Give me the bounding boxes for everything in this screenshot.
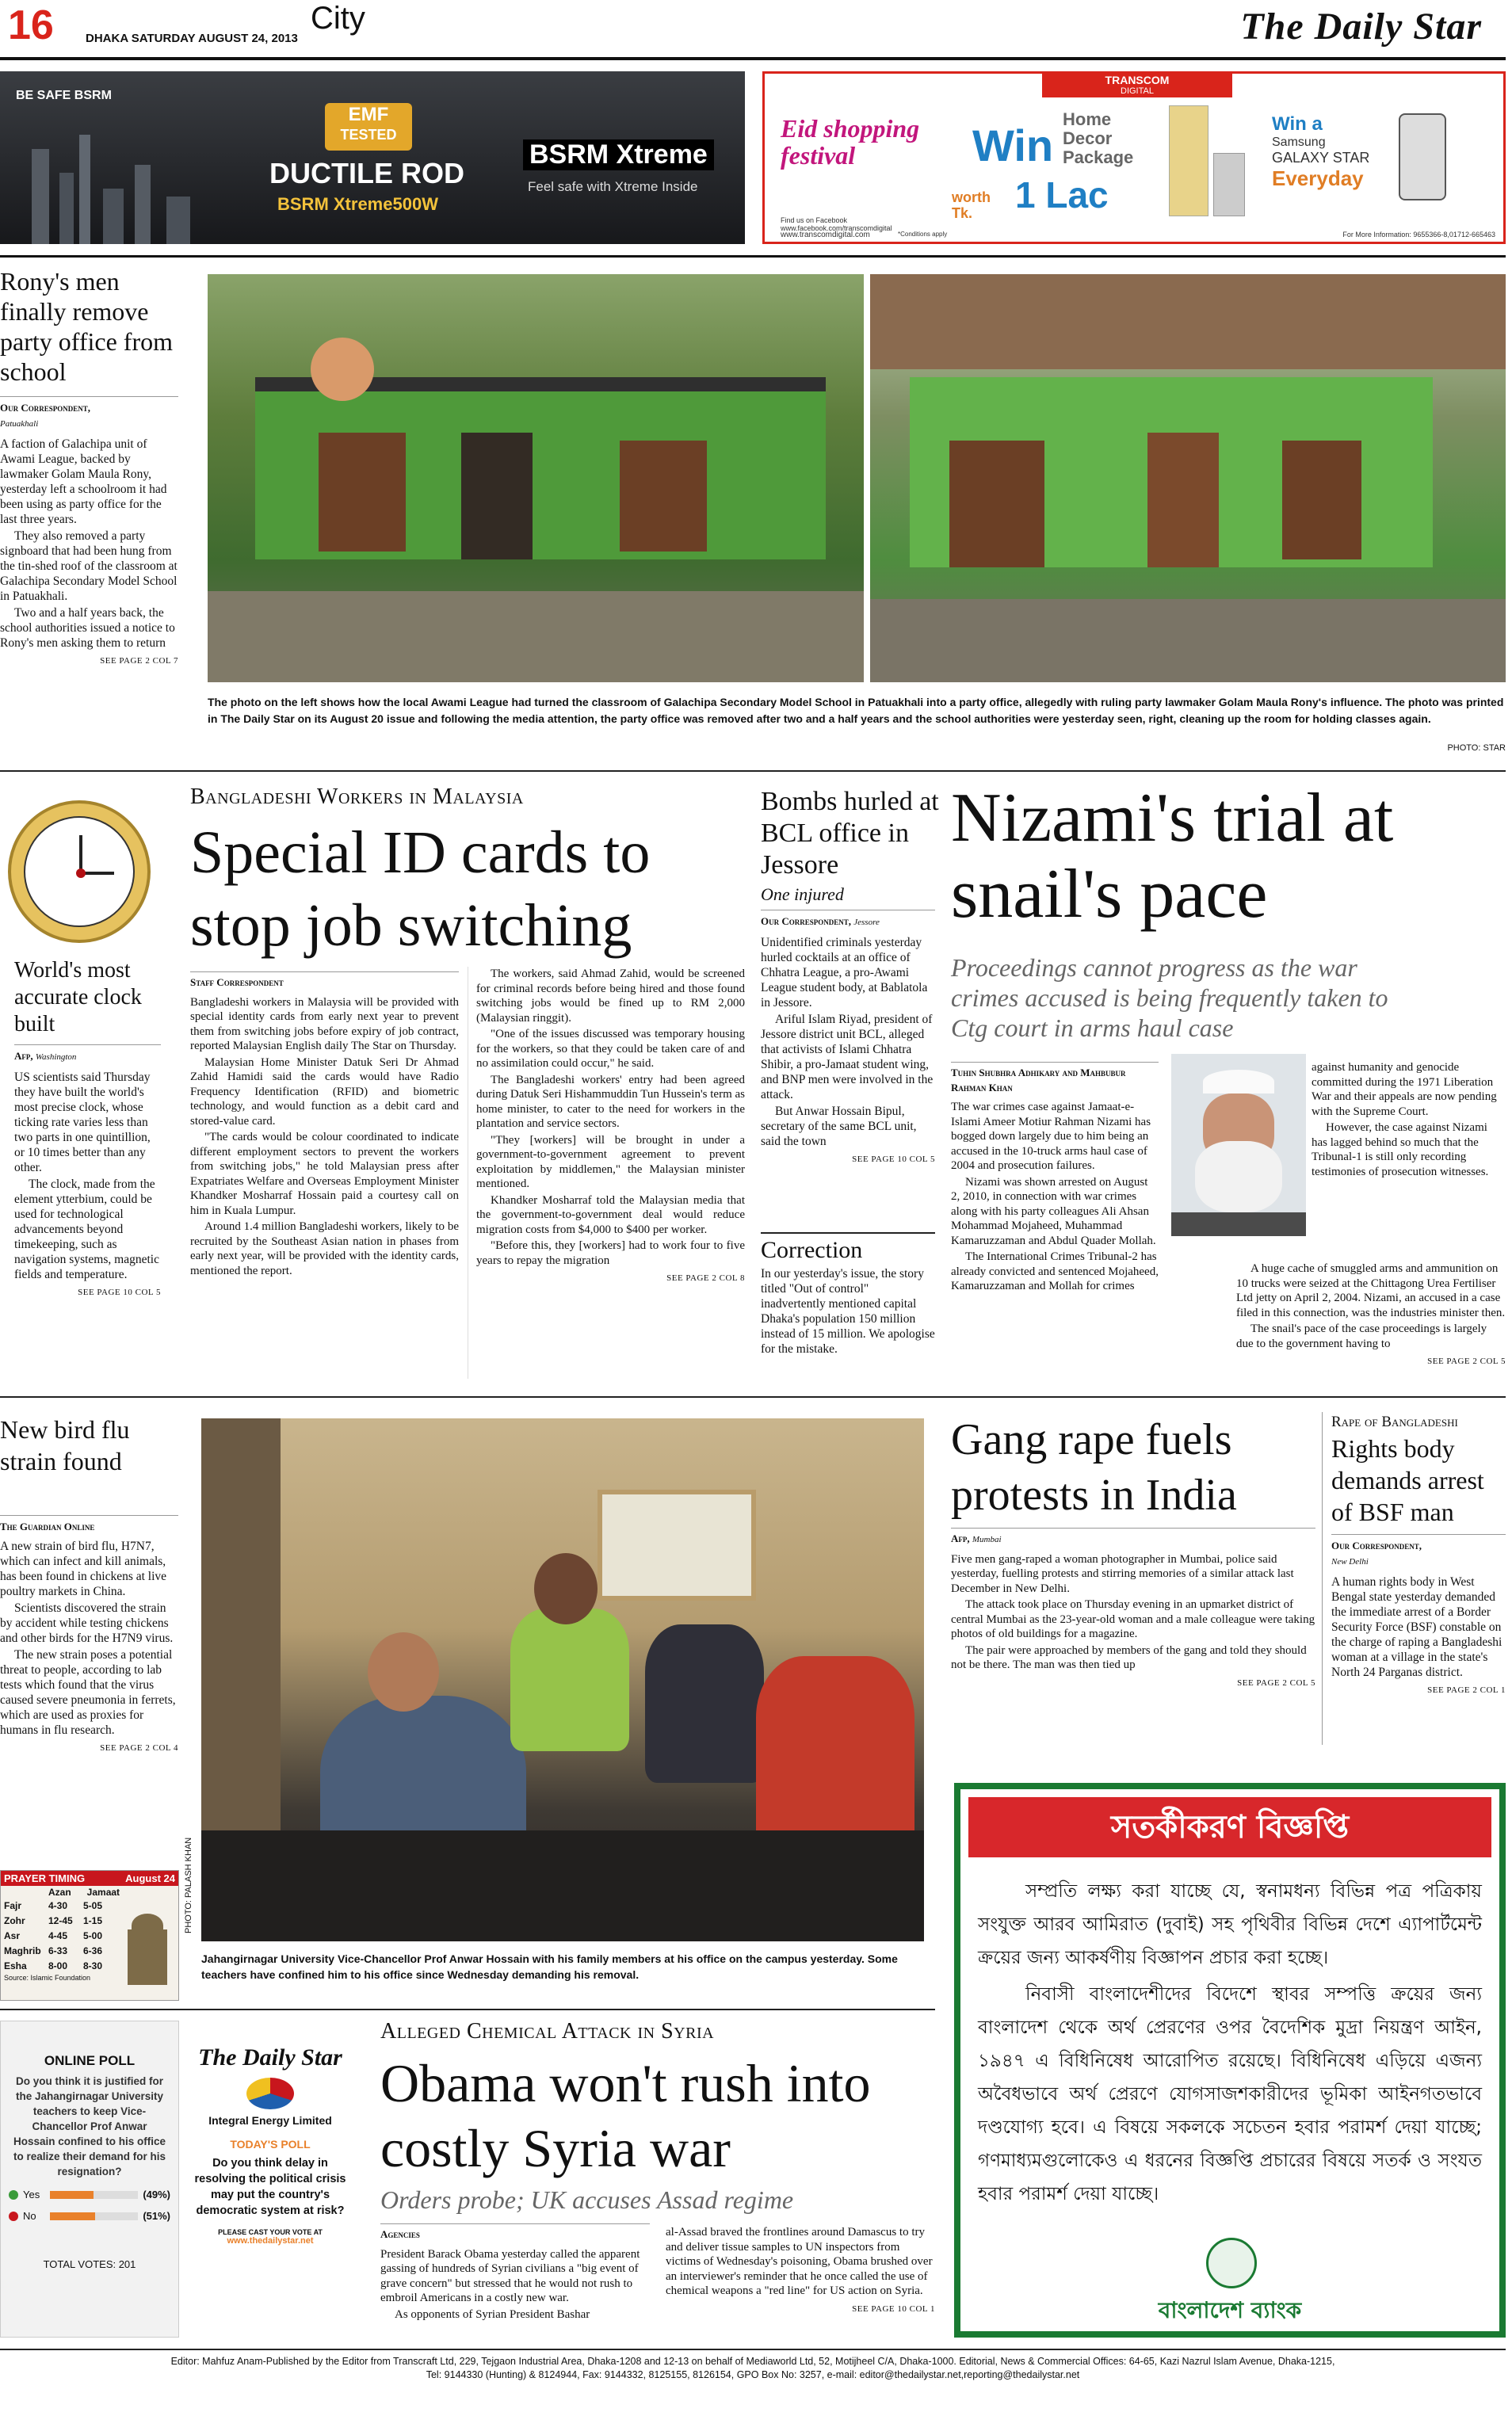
correction-headline: Correction (761, 1232, 935, 1264)
prayer-azan: 8-00 (48, 1960, 68, 1971)
birdflu-headline[interactable]: New bird flu strain found (0, 1415, 130, 1475)
syria-headline[interactable]: Obama won't rush into costly Syria war (380, 2053, 871, 2178)
prayer-box: PRAYER TIMING August 24 Azan Jamaat Fajr 4-30 5-05 Zohr 12-45 1-15 Asr 4-45 5-00 Maghrib 6-33 6-36 Esha 8-00 8-30 Source: Islamic Foundation (0, 1870, 179, 2001)
rony-story: Our Correspondent, Patuakhali A faction of Galachipa unit of Awami League, backed by lawmaker Golam Maula Rony, yesterday left a schoolroom it had been using as party office for the last three years. They also removed a party signboard that had been hung from the tin-shed roof of the classroom at Galachipa Secondary Model School in Patuakhali. Two and a half years back, the school authorities issued a notice to Rony's men asking them to return SEE PAGE 2 COL 7 (0, 391, 178, 669)
prayer-name: Asr (4, 1930, 21, 1941)
clock-headline[interactable]: World's most accurate clock built (14, 958, 142, 1036)
poll-title: ONLINE POLL (44, 2053, 136, 2068)
online-poll (0, 2021, 179, 2338)
prayer-jamaat: 8-30 (83, 1960, 103, 1971)
school-cleaned-photo (870, 274, 1506, 682)
rony-byline: Our Correspondent, (0, 402, 91, 414)
masthead (0, 0, 1512, 55)
notice-title: সতর্কীকরণ বিজ্ঞপ্তি (968, 1797, 1491, 1857)
ju-photo-credit: PHOTO: PALASH KHAN (184, 1837, 193, 1933)
bangladesh-bank-notice (954, 1783, 1506, 2338)
notice-body: সম্প্রতি লক্ষ্য করা যাচ্ছে যে, স্বনামধন্য বিভিন্ন পত্র পত্রিকায় সংযুক্ত আরব আমিরাত (দুবাই) সহ পৃথিবীর বিভিন্ন দেশে এ্যাপার্টমেন্ট ক্রয়ের জন্য আকর্ষণীয় বিজ্ঞাপন প্রচার করা হচ্ছে। নিবাসী বাংলাদেশীদের বিদেশে স্থাবর সম্পত্তি ক্রয়ের জন্য বাংলাদেশ থেকে অর্থ প্রেরণের ওপর বৈদেশিক মুদ্রা নিয়ন্ত্রণ আইন, ১৯৪৭ এ বিধিনিষেধ আরোপিত রয়েছে। বিধিনিষেধ এড়িয়ে এজন্য অবৈধভাবে অর্থ প্রেরণে যোগসাজশকারীদের ভূমিকা আইনগতভাবে দণ্ডযোগ্য হবে। এ বিষয়ে সকলকে সচেতন হবার পরামর্শ দেয়া যাচ্ছে; গণমাধ্যমগুলোকেও এ ধরনের বিজ্ঞপ্তি প্রচারের বিষয়ে সতর্ক ও সংযত হবার পরামর্শ দেয়া যাচ্ছে। (978, 1881, 1482, 2204)
transcom-info: For More Information: 9655366-8,01712-665463 (1342, 231, 1495, 239)
poll-result-no[interactable]: No (51%) (1, 2205, 178, 2227)
birdflu-story: The Guardian Online A new strain of bird flu, H7N7, which can infect and kill animals, has been found in chickens at live poultry markets in China. Scientists discovered the strain by accident while testing chickens and other birds for the H7N9 virus. The new strain poses a potential threat to people, according to lab tests which found that the virus caused severe pneumonia in ferrets, which are used as proxies for humans in flu research. SEE PAGE 2 COL 4 (0, 1510, 178, 1756)
malaysia-kicker: Bangladeshi Workers in Malaysia (190, 784, 524, 809)
nizami-see-page[interactable]: SEE PAGE 2 COL 5 (1427, 1357, 1506, 1366)
ju-photo-caption: Jahangirnagar University Vice-Chancellor Prof Anwar Hossain with his family members at his office on the campus yesterday. Some teachers have confined him to his office since Wednesday demanding his removal. (201, 1952, 898, 1981)
imprint-line-2: Tel: 9144330 (Hunting) & 8124944, Fax: 9144332, 8125155, 8126154, GPO Box No: 3257, e-mail: editor@thedailystar.net,reporting@thedailystar.net (426, 2369, 1080, 2380)
prayer-jamaat: 6-36 (83, 1945, 103, 1956)
prayer-title: PRAYER TIMING (4, 1872, 86, 1884)
sponsor-logo-graphic (246, 2078, 294, 2109)
poll-no-bar (50, 2212, 95, 2220)
india-headline[interactable]: Gang rape fuels protests in India (951, 1415, 1237, 1520)
paper-logo: The Daily Star (1240, 6, 1482, 48)
package-text: Home Decor Package (1063, 109, 1134, 167)
prayer-azan: 6-33 (48, 1945, 68, 1956)
todays-poll (187, 2044, 353, 2330)
bombs-headline[interactable]: Bombs hurled at BCL office in Jessore (761, 787, 939, 880)
clock-see-page[interactable]: SEE PAGE 10 COL 5 (78, 1288, 161, 1297)
dateline: DHAKA SATURDAY AUGUST 24, 2013 (86, 32, 298, 45)
win-text: Win (972, 120, 1054, 170)
bombs-subhead: One injured (761, 884, 844, 904)
birdflu-byline: The Guardian Online (0, 1515, 178, 1534)
prayer-jamaat: 5-05 (83, 1900, 103, 1911)
todays-poll-label: TODAY'S POLL (230, 2138, 311, 2151)
prayer-azan: 4-30 (48, 1900, 68, 1911)
school-party-office-photo (208, 274, 864, 682)
page-number: 16 (8, 2, 54, 48)
syria-subhead: Orders probe; UK accuses Assad regime (380, 2185, 794, 2214)
todays-poll-question: Do you think delay in resolving the political crisis may put the country's democratic system at risk? (194, 2157, 346, 2217)
prayer-azan: 4-45 (48, 1930, 68, 1941)
masthead-rule (0, 57, 1506, 60)
bsf-see-page[interactable]: SEE PAGE 2 COL 1 (1427, 1685, 1506, 1695)
worth-text: worth Tk. (952, 189, 991, 221)
imprint-line-1: Editor: Mahfuz Anam-Published by the Editor from Transcraft Ltd, 229, Tejgaon Industrial Area, Dhaka-1208 and 12-13 on behalf of Mediaworld Ltd, 52, Motijheel C/A, Dhaka-1000. Editorial, News & Commercial Offices: 64-65, Kazi Nazrul Islam Avenue, Dhaka-1215, (170, 2356, 1335, 2367)
bsrm-headline: DUCTILE ROD (269, 157, 464, 189)
phone-graphic (1399, 113, 1446, 200)
transcom-web: www.transcomdigital.com (781, 231, 870, 239)
india-story: Afp, Mumbai Five men gang-raped a woman photographer in Mumbai, police said yesterday, fuelling protests and stirring memories of a similar attack last December in New Delhi. The attack took place on Thursday evening in an upmarket district of central Mumbai as the 23-year-old woman and a male colleague were taking photos of old buildings for a magazine. The pair were approached by members of the gang and told they should not be there. The man was then tied up SEE PAGE 2 COL 5 (951, 1523, 1315, 1690)
syria-see-page[interactable]: SEE PAGE 10 COL 1 (852, 2303, 935, 2314)
poll-total: TOTAL VOTES: 201 (43, 2258, 136, 2270)
malaysia-see-page[interactable]: SEE PAGE 2 COL 8 (666, 1273, 745, 1283)
nizami-subhead: Proceedings cannot progress as the war crimes accused is being frequently taken to Ctg court in arms haul case (951, 953, 1388, 1042)
eid-festival: Eid shopping festival (781, 114, 920, 170)
india-see-page[interactable]: SEE PAGE 2 COL 5 (1237, 1677, 1315, 1688)
emf-badge: EMF TESTED (325, 103, 412, 151)
prayer-jamaat: 5-00 (83, 1930, 103, 1941)
malaysia-story: Staff Correspondent Bangladeshi workers in Malaysia will be provided with special identity cards from early next year to prevent them from switching jobs before expiry of job contract, reported Malaysian English daily The Star on Thursday. Malaysian Home Minister Datuk Seri Dr Ahmad Zahid Hamidi said the cards would have Radio Frequency Identification (RFID) and biometric technology, and would function as a debit card and stored-value card. "The cards would be colour coordinated to indicate different employment sectors to prevent the workers from switching jobs," he told Malaysian press after Expatriates Welfare and Overseas Employment Minister Khandker Mosharraf Hossain paid a courtesy call on him in Kuala Lumpur. Around 1.4 million Bangladeshi workers, likely to be recruited by the Southeast Asian nation in phases from early next year, will be provided with the identity cards, mentioned the report. The workers, said Ahmad Zahid, would be screened for criminal records before being hired and those found switching jobs would be fined up to RM 2,000 (Malaysian ringgit). "One of the issues discussed was temporary housing for the workers, so that they could be taken care of and no assimilation could occur," he said. The Bangladeshi workers' entry had been agreed during Datuk Seri Hishammuddin Tun Hussein's term as home minister, to cater to the need for workers in the plantation and service sectors. "They [workers] will be brought in under a government-to-government agreement to prevent exploitation by middlemen," the Malaysian minister mentioned. Khandker Mosharraf told the Malaysian media that the government-to-government deal would reduce migration costs from $4,000 to $400 per worker. "Before this, they [workers] had to work four to five years to repay the migration SEE PAGE 2 COL 8 (190, 967, 745, 1379)
bsf-headline[interactable]: Rights body demands arrest of BSF man (1331, 1434, 1484, 1526)
amount-text: 1 Lac (1015, 174, 1109, 216)
section-name: City (311, 1, 365, 36)
nizami-headline[interactable]: Nizami's trial at snail's pace (951, 780, 1394, 933)
rony-photo-credit: PHOTO: STAR (1447, 743, 1506, 753)
poll-result-yes[interactable]: Yes (49%) (1, 2184, 178, 2205)
imprint (0, 2355, 1506, 2382)
nizami-story-col1: Tuhin Shubhra Adhikary and Mahbubur Rahman Khan The war crimes case against Jamaat-e-Islami Ameer Motiur Rahman Nizami has bogged down largely due to him being an accused in the 10-truck arms haul case of 2004 and prosecution failures. Nizami was shown arrested on August 2, 2010, in connection with war crimes along with his party colleagues Ali Ahsan Mohammad Mojaheed, Muhammad Kamaruzzaman and Abdul Quader Mollah. The International Crimes Tribunal-2 has already convicted and sentenced Mojaheed, Kamaruzzaman and Mollah for crimes (951, 1057, 1159, 1296)
poll-yes-bar (50, 2191, 94, 2199)
nizami-byline: Tuhin Shubhra Adhikary and Mahbubur Rahman Khan (951, 1062, 1159, 1095)
nizami-story-bottom: A huge cache of smuggled arms and ammunition on 10 trucks were seized at the Chittagong Urea Fertiliser Ltd jetty on April 2, 2004. Nizami, an accused in a case filed in this connection, was the industries minister then. The snail's pace of the case proceedings is largely due to the government having to SEE PAGE 2 COL 5 (1236, 1261, 1506, 1369)
nizami-story-col2: against humanity and genocide committed during the 1971 Liberation War and their appeals are now pending with the Supreme Court. However, the case against Nizami has lagged behind so much that the Tribunal-1 is still only recording testimonies of prosecution witnesses. (1312, 1061, 1497, 1178)
poll-question: Do you think it is justified for the Jahangirnagar University teachers to keep Vice-Chancellor Prof Anwar Hossain confined to his office to realize their demand for his resignation? (13, 2075, 166, 2177)
transcom-brand-bar: TRANSCOM DIGITAL (1042, 74, 1232, 97)
transcom-ad[interactable] (762, 71, 1506, 244)
clock-story: Afp, Washington US scientists said Thursday they have built the world's most precise clock, whose ticking rate varies less than two parts in one quintillion, or 10 times better than any other. The clock, made from the element ytterbium, could be used for technological advancements beyond timekeeping, such as navigation systems, magnetic fields and temperature. SEE PAGE 10 COL 5 (14, 1040, 161, 1300)
correction-text: In our yesterday's issue, the story titled "Out of control" inadvertently mentioned capital Dhaka's population 150 million instead of 15 million. We apologise for the mistake. (761, 1267, 935, 1356)
bsrm-ad[interactable] (0, 71, 745, 244)
syria-story-col2: al-Assad braved the frontlines around Damascus to try and deliver tissue samples to UN inspectors from victims of Wednesday's poisoning, Obama brushed over an interviewer's reminder that he once called the use of chemical weapons a "red line" for US action on Syria. SEE PAGE 10 COL 1 (666, 2225, 935, 2316)
poll-sponsor: Integral Energy Limited (208, 2114, 332, 2127)
malaysia-byline: Staff Correspondent (190, 971, 459, 990)
bombs-story: Our Correspondent, Jessore Unidentified criminals yesterday hurled cocktails at an office of Chhatra League, a pro-Awami League student body, at Bablatola in Jessore. Ariful Islam Riyad, president of Jessore district unit BCL, alleged that activists of Islami Chhatra Shibir, a pro-Jamaat student wing, and BNP men were involved in the attack. But Anwar Hossain Bipul, secretary of the same BCL unit, said the town SEE PAGE 10 COL 5 (761, 905, 935, 1167)
prayer-azan: 12-45 (48, 1915, 73, 1926)
bsf-story: Our Correspondent, New Delhi A human rights body in West Bengal state yesterday demanded the immediate arrest of a Border Security Force (BSF) constable on the charge of raping a Bangladeshi woman at a village in the state's North 24 Parganas district. SEE PAGE 2 COL 1 (1331, 1529, 1506, 1698)
prayer-name: Esha (4, 1960, 27, 1971)
prayer-date: August 24 (125, 1872, 175, 1884)
malaysia-headline[interactable]: Special ID cards to stop job switching (190, 819, 651, 959)
bsrm-sub: BSRM Xtreme500W (277, 194, 438, 214)
notice-bank-name: বাংলাদেশ ব্যাংক (1158, 2297, 1302, 2323)
rony-photo-caption: The photo on the left shows how the local Awami League had turned the classroom of Galachipa Secondary Model School in Patuakhali into a party office, allegedly with ruling party lawmaker Golam Maula Rony's influence. The photo was printed in The Daily Star on its August 20 issue and following the media attention, the party office was removed after two and a half years and the school authorities were yesterday seen, right, cleaning up the room for holding classes again. (208, 696, 1504, 725)
mosque-graphic (120, 1906, 175, 1985)
transcom-fb: Find us on Facebook www.facebook.com/transcomdigital (781, 216, 892, 232)
prayer-name: Maghrib (4, 1945, 41, 1956)
prize-box: Win a Samsung GALAXY STAR Everyday (1272, 113, 1370, 190)
bsrm-brand: BSRM Xtreme (523, 139, 714, 170)
bsrm-tag: BE SAFE BSRM (16, 89, 112, 102)
prayer-source: Source: Islamic Foundation (4, 1974, 91, 1982)
prayer-name: Fajr (4, 1900, 22, 1911)
bank-seal (1206, 2238, 1257, 2288)
syria-story-col1: Agencies President Barack Obama yesterday called the apparent gassing of hundreds of Syrian civilians a "big event of grave concern" but stressed that he would not rush to embroil Americans in a costly new war. As opponents of Syrian President Bashar (380, 2219, 650, 2323)
transcom-conditions: *Conditions apply (898, 231, 948, 238)
bombs-see-page[interactable]: SEE PAGE 10 COL 5 (852, 1155, 935, 1164)
vice-chancellor-photo (201, 1418, 924, 1941)
nizami-portrait (1171, 1054, 1306, 1236)
syria-kicker: Alleged Chemical Attack in Syria (380, 2019, 715, 2044)
bsrm-slogan: Feel safe with Xtreme Inside (528, 179, 698, 194)
rony-headline[interactable]: Rony's men finally remove party office from school (0, 267, 173, 386)
appliances-graphic (1161, 105, 1248, 224)
poll-cast: PLEASE CAST YOUR VOTE AT (218, 2228, 323, 2236)
syria-byline: Agencies (380, 2223, 650, 2242)
clock-illustration (8, 800, 151, 943)
prayer-jamaat: 1-15 (83, 1915, 103, 1926)
bsf-kicker: Rape of Bangladeshi (1331, 1414, 1458, 1430)
poll-paper-logo: The Daily Star (198, 2044, 342, 2071)
skyline-graphic (16, 135, 254, 244)
rony-see-page[interactable]: SEE PAGE 2 COL 7 (100, 656, 178, 666)
prayer-name: Zohr (4, 1915, 25, 1926)
birdflu-see-page[interactable]: SEE PAGE 2 COL 4 (100, 1743, 178, 1753)
poll-url[interactable]: www.thedailystar.net (227, 2236, 314, 2246)
